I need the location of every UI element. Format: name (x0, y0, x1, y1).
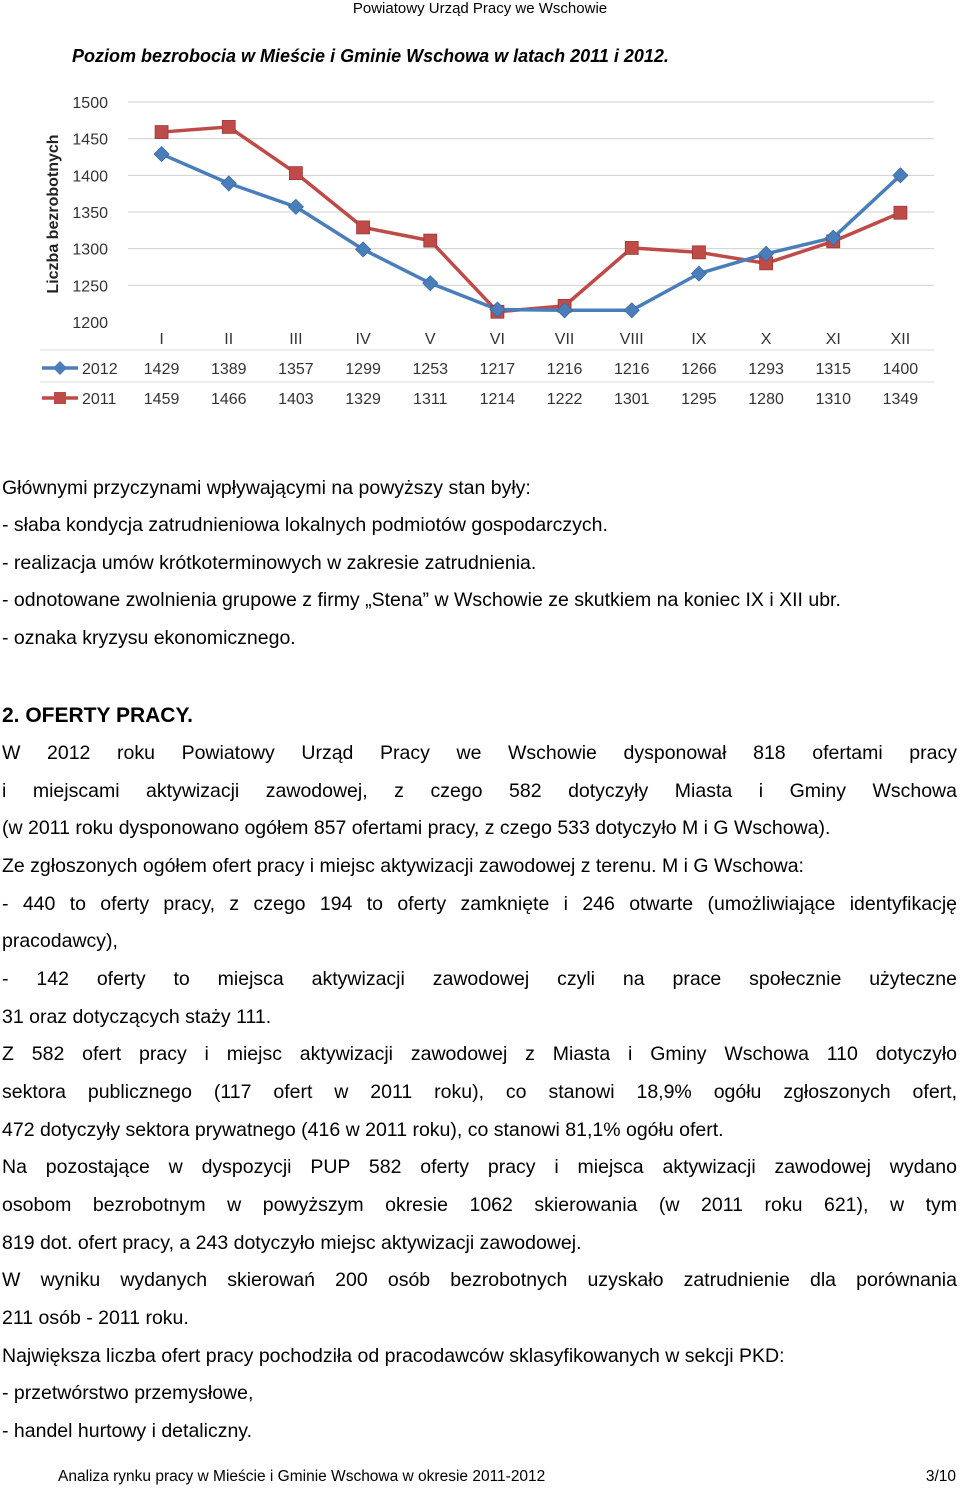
body-line: Największa liczba ofert pracy pochodziła od pracodawców sklasyfikowanych w sekcji PKD: (2, 1345, 785, 1367)
x-tick-label: II (224, 331, 234, 348)
data-label-2012: 1293 (748, 361, 784, 378)
x-tick-label: V (424, 331, 436, 348)
data-point-2012 (691, 266, 706, 281)
body-line: Z 582 ofert pracy i miejsc aktywizacji zawodowej z Miasta i Gminy Wschowa 110 dotyczyło (2, 1043, 957, 1065)
data-label-2011: 1403 (278, 391, 314, 408)
body-line: W 2012 roku Powiatowy Urząd Pracy we Wschowie dysponował 818 ofertami pracy (2, 742, 957, 764)
data-point-2011 (155, 126, 168, 139)
series-line-2012 (162, 154, 901, 310)
body-line: - przetwórstwo przemysłowe, (2, 1382, 254, 1404)
x-tick-label: VII (554, 331, 575, 348)
data-point-2011 (894, 206, 907, 219)
data-point-2011 (692, 246, 705, 259)
body-line: - handel hurtowy i detaliczny. (2, 1420, 253, 1442)
x-tick-label: XII (890, 331, 911, 348)
y-tick-label: 1200 (72, 315, 108, 332)
data-point-2011 (222, 120, 235, 133)
data-label-2011: 1222 (546, 391, 583, 408)
data-point-2011 (357, 221, 370, 234)
body-line: sektora publicznego (117 ofert w 2011 roku), co stanowi 18,9% ogółu zgłoszonych ofert, (2, 1081, 957, 1103)
body-line: - 440 to oferty pracy, z czego 194 to oferty zamknięte i 246 otwarte (umożliwiające identyfikację (2, 893, 957, 915)
y-tick-label: 1350 (72, 205, 108, 222)
y-tick-label: 1250 (72, 278, 108, 296)
chart-grid (128, 102, 934, 285)
body-line: 819 dot. ofert pracy, a 243 dotyczyło miejsc aktywizacji zawodowej. (2, 1232, 582, 1254)
x-tick-label: IV (355, 331, 371, 348)
body-line: pracodawcy), (2, 930, 118, 952)
data-label-2012: 1217 (479, 361, 516, 378)
data-label-2012: 1389 (210, 361, 247, 378)
data-label-2012: 1357 (278, 361, 314, 378)
x-tick-label: IX (691, 331, 707, 348)
data-label-2012: 1266 (681, 361, 717, 378)
x-tick-label: XI (825, 331, 841, 348)
y-tick-labels (72, 95, 108, 332)
cause-item: - realizacja umów krótkoterminowych w zakresie zatrudnienia. (2, 552, 537, 574)
data-label-2011: 1311 (413, 391, 448, 408)
running-header: Powiatowy Urząd Pracy we Wschowie (352, 0, 608, 17)
data-label-2012: 1299 (345, 361, 381, 378)
body-line: 31 oraz dotyczących staży 111. (2, 1006, 272, 1028)
body-line: 472 dotyczyły sektora prywatnego (416 w 2011 roku), co stanowi 81,1% ogółu ofert. (2, 1119, 724, 1141)
section-heading: 2. OFERTY PRACY. (2, 704, 193, 727)
data-label-2011: 1329 (345, 391, 381, 408)
body-line: - 142 oferty to miejsca aktywizacji zawodowej czyli na prace społecznie użyteczne (2, 968, 957, 990)
legend-marker-2012 (53, 361, 67, 375)
data-label-2011: 1301 (613, 391, 650, 408)
body-line: osobom bezrobotnym w powyższym okresie 1062 skierowania (w 2011 roku 621), w tym (2, 1194, 957, 1216)
y-tick-label: 1400 (72, 168, 108, 186)
data-point-2012 (221, 176, 236, 191)
body-line: i miejscami aktywizacji zawodowej, z czego 582 dotyczyły Miasta i Gminy Wschowa (2, 780, 957, 802)
data-label-2012: 1216 (613, 361, 650, 378)
data-point-2011 (625, 241, 638, 254)
chart-title: Poziom bezrobocia w Mieście i Gminie Wschowa w latach 2011 i 2012. (72, 46, 669, 66)
body-line: Ze zgłoszonych ogółem ofert pracy i miejsc aktywizacji zawodowej z terenu. M i G Wschowa: (2, 855, 804, 877)
cause-item: - oznaka kryzysu ekonomicznego. (2, 627, 296, 649)
x-tick-label: I (159, 331, 164, 348)
x-tick-labels (159, 331, 910, 348)
footer-title: Analiza rynku pracy w Mieście i Gminie Wschowa w okresie 2011-2012 (58, 1468, 546, 1485)
data-label-2012: 1216 (546, 361, 583, 378)
body-line: Na pozostające w dyspozycji PUP 582 oferty pracy i miejsca aktywizacji zawodowej wydano (2, 1156, 957, 1178)
data-label-2011: 1349 (882, 391, 919, 408)
data-label-2012: 1400 (882, 361, 919, 378)
page-number: 3/10 (925, 1468, 956, 1485)
x-tick-label: VI (489, 331, 505, 348)
unemployment-line-chart (40, 88, 940, 408)
body-line: 211 osób - 2011 roku. (2, 1307, 189, 1329)
data-label-2012: 1315 (815, 361, 852, 378)
x-tick-label: III (289, 331, 303, 348)
data-label-2011: 1280 (748, 391, 784, 408)
x-tick-label: VIII (619, 331, 644, 348)
causes-intro: Głównymi przyczynami wpływającymi na powyższy stan były: (2, 477, 531, 499)
x-tick-label: X (760, 331, 772, 348)
data-point-2012 (423, 276, 438, 291)
data-point-2012 (624, 303, 639, 318)
data-label-2011: 1466 (210, 391, 247, 408)
y-tick-label: 1500 (72, 95, 108, 112)
legend-label-2011: 2011 (82, 391, 117, 408)
chart-series (154, 120, 908, 318)
data-label-2012: 1253 (412, 361, 449, 378)
data-point-2011 (424, 234, 437, 247)
y-axis-label: Liczba bezrobotnych (45, 134, 62, 294)
cause-item: - odnotowane zwolnienia grupowe z firmy „Stena” w Wschowie ze skutkiem na koniec IX i XII ubr. (2, 589, 841, 611)
body-line: (w 2011 roku dysponowano ogółem 857 ofertami pracy, z czego 533 dotyczyło M i G Wschowa). (2, 817, 831, 839)
legend-marker-2011 (54, 392, 66, 404)
data-point-2012 (154, 147, 169, 162)
y-tick-label: 1300 (72, 241, 108, 259)
data-label-2012: 1429 (143, 361, 180, 378)
cause-item: - słaba kondycja zatrudnieniowa lokalnych podmiotów gospodarczych. (2, 514, 608, 536)
data-label-2011: 1459 (143, 391, 180, 408)
legend-label-2012: 2012 (82, 361, 118, 378)
data-point-2011 (289, 167, 302, 180)
data-label-2011: 1214 (479, 391, 516, 408)
data-label-2011: 1310 (815, 391, 852, 408)
series-line-2011 (162, 127, 901, 312)
y-tick-label: 1450 (72, 131, 108, 149)
data-label-2011: 1295 (681, 391, 717, 408)
body-line: W wyniku wydanych skierowań 200 osób bezrobotnych uzyskało zatrudnienie dla porównania (2, 1269, 957, 1291)
chart-data-table (40, 350, 934, 408)
